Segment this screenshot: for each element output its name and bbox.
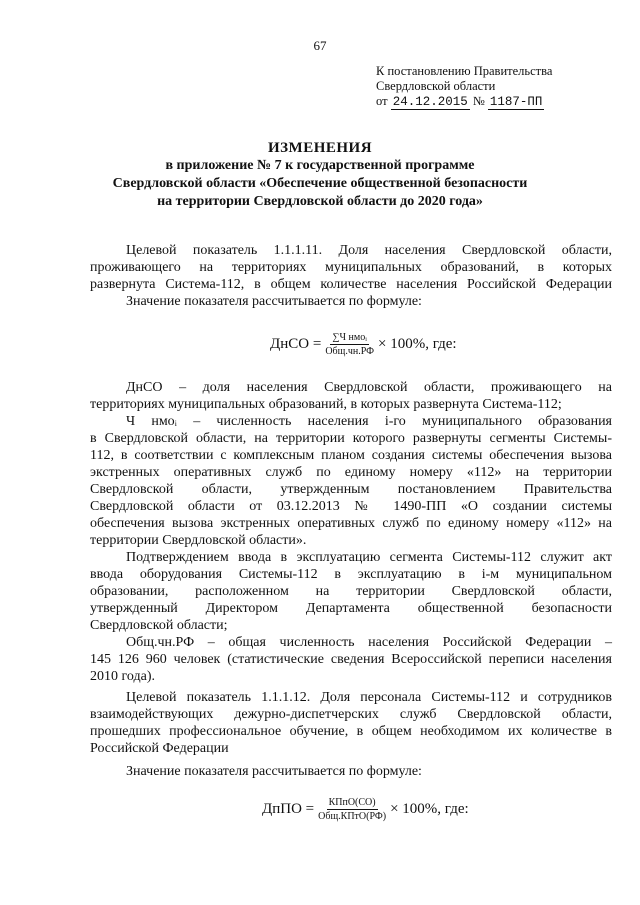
indicator-2-paragraph — [90, 689, 612, 780]
def-2-line-5: Свердловской области, утвержденным постановлением Правительства — [90, 482, 612, 497]
title-line-3: на территории Свердловской области до 2020 года» — [157, 194, 483, 209]
def-2-line-7: обеспечения вызова экстренных оперативных служб по единому номеру «112» на — [90, 516, 612, 531]
attachment-line-1: К постановлению Правительства — [376, 64, 553, 78]
formula-1-denominator: Общ.чн.РФ — [325, 346, 374, 357]
def-3-line-1: Подтверждением ввода в эксплуатацию сегмента Системы-112 служит акт — [126, 550, 612, 565]
def-2-line-8: территории Свердловской области». — [90, 533, 307, 548]
page-number: 67 — [313, 38, 327, 53]
formula-2-rhs: × 100%, где: — [390, 801, 469, 817]
def-1-line-2: территориях муниципальных образований, в которых развернута Система-112; — [90, 397, 562, 412]
def-1-line-1: ДнСО – доля населения Свердловской области, проживающего на — [126, 380, 612, 395]
indicator-2-line-4: Российской Федерации — [90, 741, 229, 756]
attachment-line-2: Свердловской области — [376, 79, 496, 93]
formula-2 — [262, 797, 469, 822]
indicator-2-line-2: взаимодействующих дежурно-диспетчерских служб Свердловской области, — [90, 707, 612, 722]
attachment-date: 24.12.2015 — [392, 95, 468, 109]
def-3-line-5: Свердловской области; — [90, 618, 228, 633]
attachment-block — [376, 64, 552, 110]
formula-2-numerator: КПпО(СО) — [328, 797, 376, 808]
indicator-1-paragraph — [90, 242, 612, 310]
formula-2-lhs: ДпПО = — [262, 801, 315, 817]
title-line-1: в приложение № 7 к государственной программе — [165, 158, 475, 173]
def-2-line-2: в Свердловской области, на территории которого развернуты сегменты Системы- — [90, 431, 612, 446]
def-3-line-4: утвержденный Директором Департамента общественной безопасности — [90, 601, 612, 616]
def-2-line-3: 112, в соответствии с комплексным планом создания системы обеспечения вызова — [90, 448, 612, 463]
formula-1-rhs: × 100%, где: — [378, 336, 457, 352]
def-2-line-6: Свердловской области от 03.12.2013 № 1490-ПП «О создании системы — [90, 499, 612, 514]
formula-1-numerator: ∑Ч нмоᵢ — [332, 332, 367, 343]
def-4-line-3: 2010 года). — [90, 669, 155, 684]
document-title — [0, 139, 640, 211]
formula-2-fraction — [318, 797, 386, 822]
attachment-number: 1187-ПП — [489, 95, 543, 109]
def-2-line-1: Ч нмоᵢ – численность населения i-го муниципального образования — [126, 414, 612, 429]
indicator-1-line-3: развернута Система-112, в общем количестве населения Российской Федерации — [90, 277, 612, 292]
formula-2-denominator: Общ.КПтО(РФ) — [318, 811, 387, 822]
indicator-2-calc: Значение показателя рассчитывается по формуле: — [126, 764, 422, 779]
indicator-2-line-3: прошедших профессиональное обучение, в общем необходимом их количестве в — [90, 724, 612, 739]
formula-1 — [270, 332, 457, 357]
attachment-prefix: от — [376, 94, 388, 108]
attachment-line-3 — [376, 94, 552, 110]
formula-1-fraction — [325, 332, 374, 357]
def-3-line-3: образовании, расположенном на территории Свердловской области, — [90, 584, 612, 599]
attachment-num-sign: № — [472, 94, 485, 108]
def-4-line-1: Общ.чн.РФ – общая численность населения Российской Федерации – — [126, 635, 612, 650]
indicator-1-calc: Значение показателя рассчитывается по формуле: — [126, 294, 422, 309]
indicator-1-line-2: проживающего на территориях муниципальных образований, в которых — [90, 260, 612, 275]
title-heading: ИЗМЕНЕНИЯ — [267, 140, 373, 156]
indicator-2-line-1: Целевой показатель 1.1.1.12. Доля персонала Системы-112 и сотрудников — [126, 690, 612, 705]
title-line-2: Свердловской области «Обеспечение общественной безопасности — [112, 176, 528, 191]
indicator-1-line-1: Целевой показатель 1.1.1.11. Доля населения Свердловской области, — [126, 243, 612, 258]
def-3-line-2: ввода оборудования Системы-112 в эксплуатацию в i-м муниципальном — [90, 567, 612, 582]
def-2-line-4: экстренных оперативных служб по единому номеру «112» на территории — [90, 465, 612, 480]
definitions-1 — [90, 379, 612, 685]
formula-1-lhs: ДнСО = — [270, 336, 322, 352]
def-4-line-2: 145 126 960 человек (статистические сведения Всероссийской переписи населения — [90, 652, 612, 667]
